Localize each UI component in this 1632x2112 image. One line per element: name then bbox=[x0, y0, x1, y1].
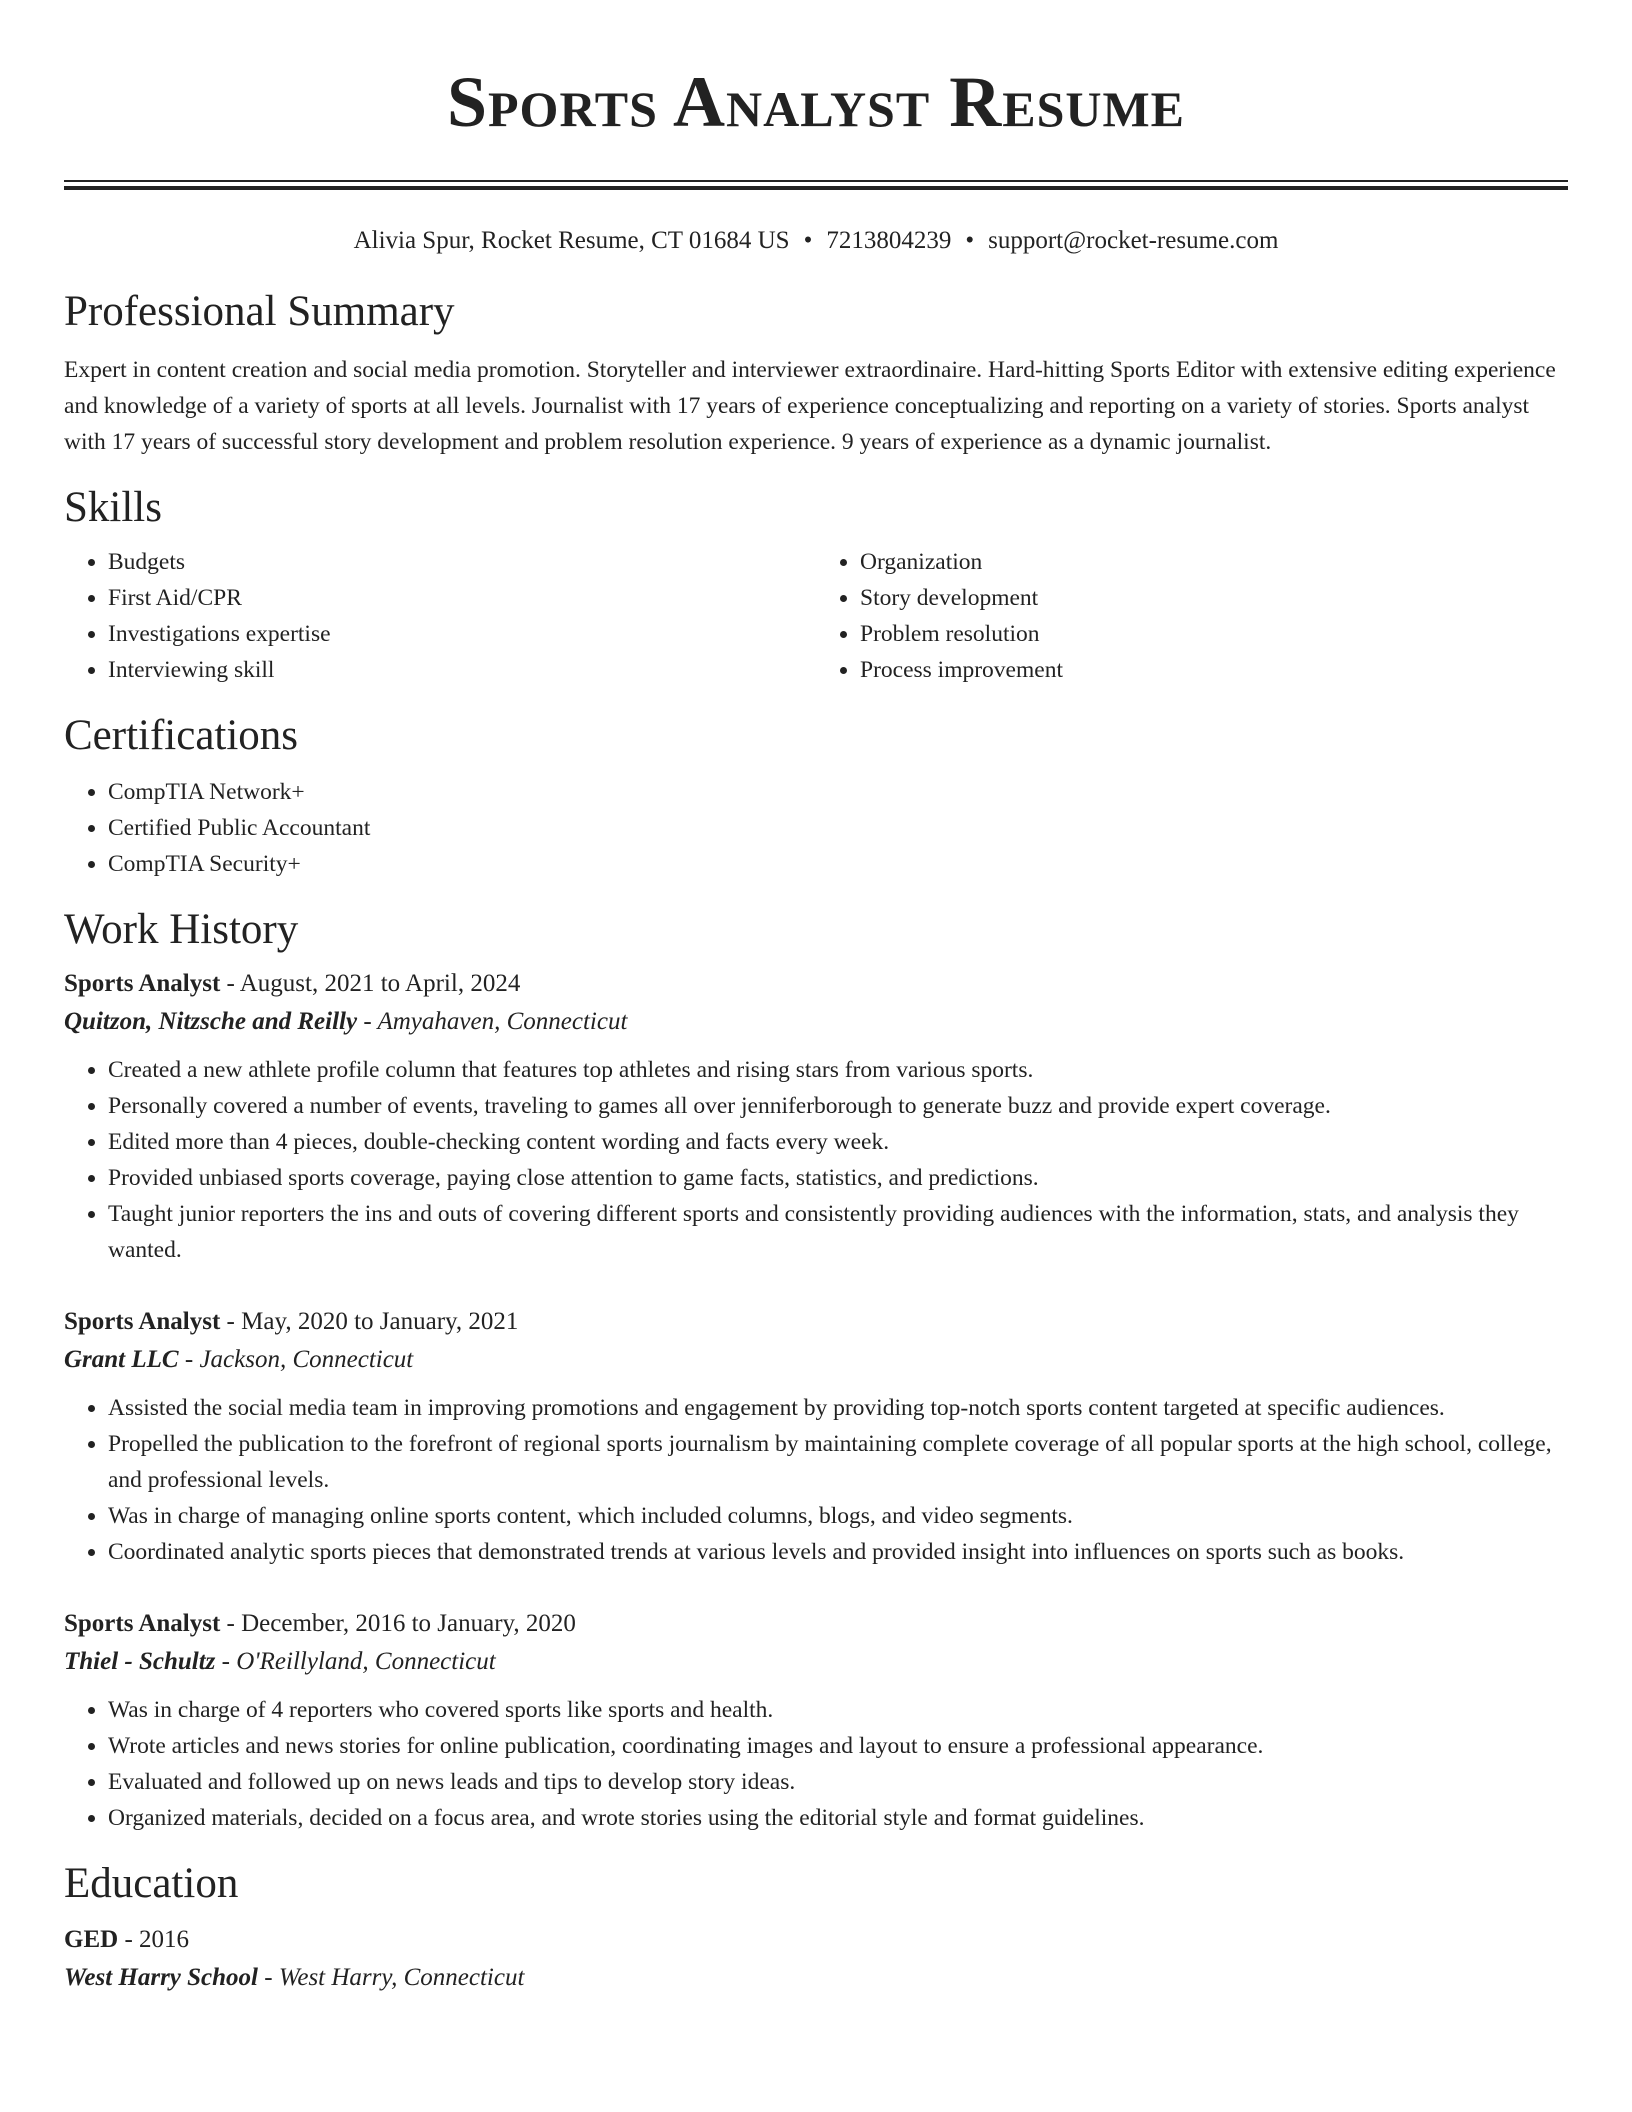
summary-heading: Professional Summary bbox=[64, 288, 455, 335]
skill-item: • First Aid/CPR bbox=[108, 580, 816, 616]
job-bullet: • Propelled the publication to the forefront of regional sports journalism by maintaining complete coverage of all popular sports at the high school, college, and professional levels. bbox=[108, 1426, 1568, 1498]
summary-text: Expert in content creation and social media promotion. Storyteller and interviewer extraordinaire. Hard-hitting Sports Editor with extensive editing experience and knowledge of a variety of sports at all levels. Journalist with 17 years of experience conceptualizing and reporting on a variety of stories. Sports analyst with 17 years of successful story development and problem resolution experience. 9 years of experience as a dynamic journalist. bbox=[64, 357, 1556, 455]
job-bullet: • Was in charge of 4 reporters who covered sports like sports and health. bbox=[108, 1692, 1568, 1728]
job-bullet: • Taught junior reporters the ins and outs of covering different sports and consistently providing audiences with the information, stats, and analysis they wanted. bbox=[108, 1196, 1568, 1268]
job-location: Amyahaven, Connecticut bbox=[377, 1008, 628, 1035]
education-school: West Harry School bbox=[64, 1964, 258, 1991]
skill-item: • Story development bbox=[860, 580, 1568, 616]
certifications-heading: Certifications bbox=[64, 712, 299, 759]
skill-item: • Budgets bbox=[108, 544, 816, 580]
education-school-line: West Harry School - West Harry, Connecticut bbox=[64, 1964, 525, 1991]
education-entry bbox=[64, 1922, 1568, 1998]
title-divider bbox=[64, 180, 1568, 190]
education-heading: Education bbox=[64, 1860, 239, 1907]
education-degree-line: GED - 2016 bbox=[64, 1926, 190, 1953]
job-bullet: • Evaluated and followed up on news leads and tips to develop story ideas. bbox=[108, 1764, 1568, 1800]
skills-columns bbox=[64, 544, 1568, 688]
education-degree: GED bbox=[64, 1926, 119, 1953]
skill-item: • Problem resolution bbox=[860, 616, 1568, 652]
job-location: Jackson, Connecticut bbox=[199, 1346, 414, 1373]
skill-item: • Process improvement bbox=[860, 652, 1568, 688]
certification-item: • CompTIA Security+ bbox=[108, 846, 1568, 882]
certifications-list bbox=[64, 774, 1568, 882]
certification-item: • CompTIA Network+ bbox=[108, 774, 1568, 810]
job-company-line: Grant LLC - Jackson, Connecticut bbox=[64, 1346, 414, 1373]
job-location: O'Reillyland, Connecticut bbox=[236, 1648, 496, 1675]
job-bullet: • Assisted the social media team in improving promotions and engagement by providing top-notch sports content targeted at specific audiences. bbox=[108, 1390, 1568, 1426]
skills-list-left bbox=[64, 544, 816, 688]
job-title: Sports Analyst bbox=[64, 970, 221, 997]
job-bullets bbox=[64, 1692, 1568, 1836]
job-dates: August, 2021 to April, 2024 bbox=[239, 970, 521, 997]
resume-title: Sports Analyst Resume bbox=[446, 62, 1186, 142]
job-bullet: • Provided unbiased sports coverage, paying close attention to game facts, statistics, and predictions. bbox=[108, 1160, 1568, 1196]
job-title-line: Sports Analyst - August, 2021 to April, 2024 bbox=[64, 970, 521, 997]
job-bullet: • Organized materials, decided on a focus area, and wrote stories using the editorial style and format guidelines. bbox=[108, 1800, 1568, 1836]
education-year: 2016 bbox=[139, 1926, 190, 1953]
skill-item: • Investigations expertise bbox=[108, 616, 816, 652]
job-bullet: • Edited more than 4 pieces, double-checking content wording and facts every week. bbox=[108, 1124, 1568, 1160]
job-entry bbox=[64, 1304, 1568, 1570]
skill-item: • Organization bbox=[860, 544, 1568, 580]
job-dates: May, 2020 to January, 2021 bbox=[241, 1308, 519, 1335]
job-bullets bbox=[64, 1390, 1568, 1570]
job-company-line: Thiel - Schultz - O'Reillyland, Connecticut bbox=[64, 1648, 496, 1675]
skills-list-right bbox=[816, 544, 1568, 688]
skill-item: • Interviewing skill bbox=[108, 652, 816, 688]
job-bullet: • Was in charge of managing online sports content, which included columns, blogs, and video segments. bbox=[108, 1498, 1568, 1534]
job-title-line: Sports Analyst - May, 2020 to January, 2021 bbox=[64, 1308, 519, 1335]
job-title: Sports Analyst bbox=[64, 1308, 221, 1335]
job-entry bbox=[64, 966, 1568, 1268]
job-title-line: Sports Analyst - December, 2016 to January, 2020 bbox=[64, 1610, 576, 1637]
contact-email[interactable]: support@rocket-resume.com bbox=[988, 227, 1279, 254]
job-bullet: • Wrote articles and news stories for online publication, coordinating images and layout to ensure a professional appearance. bbox=[108, 1728, 1568, 1764]
job-bullet: • Created a new athlete profile column that features top athletes and rising stars from various sports. bbox=[108, 1052, 1568, 1088]
certification-item: • Certified Public Accountant bbox=[108, 810, 1568, 846]
contact-separator: • bbox=[803, 227, 813, 254]
skills-heading: Skills bbox=[64, 484, 162, 531]
job-bullet: • Personally covered a number of events, traveling to games all over jenniferborough to generate buzz and provide expert coverage. bbox=[108, 1088, 1568, 1124]
job-bullet: • Coordinated analytic sports pieces that demonstrated trends at various levels and provided insight into influences on sports such as books. bbox=[108, 1534, 1568, 1570]
contact-address: Alivia Spur, Rocket Resume, CT 01684 US bbox=[353, 227, 790, 254]
job-company: Quitzon, Nitzsche and Reilly bbox=[64, 1008, 358, 1035]
contact-phone: 7213804239 bbox=[826, 227, 952, 254]
work-history-heading: Work History bbox=[64, 906, 299, 953]
job-company: Thiel - Schultz bbox=[64, 1648, 216, 1675]
job-dates: December, 2016 to January, 2020 bbox=[241, 1610, 576, 1637]
contact-separator: • bbox=[965, 227, 975, 254]
job-company-line: Quitzon, Nitzsche and Reilly - Amyahaven, Connecticut bbox=[64, 1008, 628, 1035]
education-location: West Harry, Connecticut bbox=[278, 1964, 525, 1991]
job-entry bbox=[64, 1606, 1568, 1836]
contact-line bbox=[64, 224, 1568, 258]
job-bullets bbox=[64, 1052, 1568, 1268]
job-title: Sports Analyst bbox=[64, 1610, 221, 1637]
job-company: Grant LLC bbox=[64, 1346, 179, 1373]
